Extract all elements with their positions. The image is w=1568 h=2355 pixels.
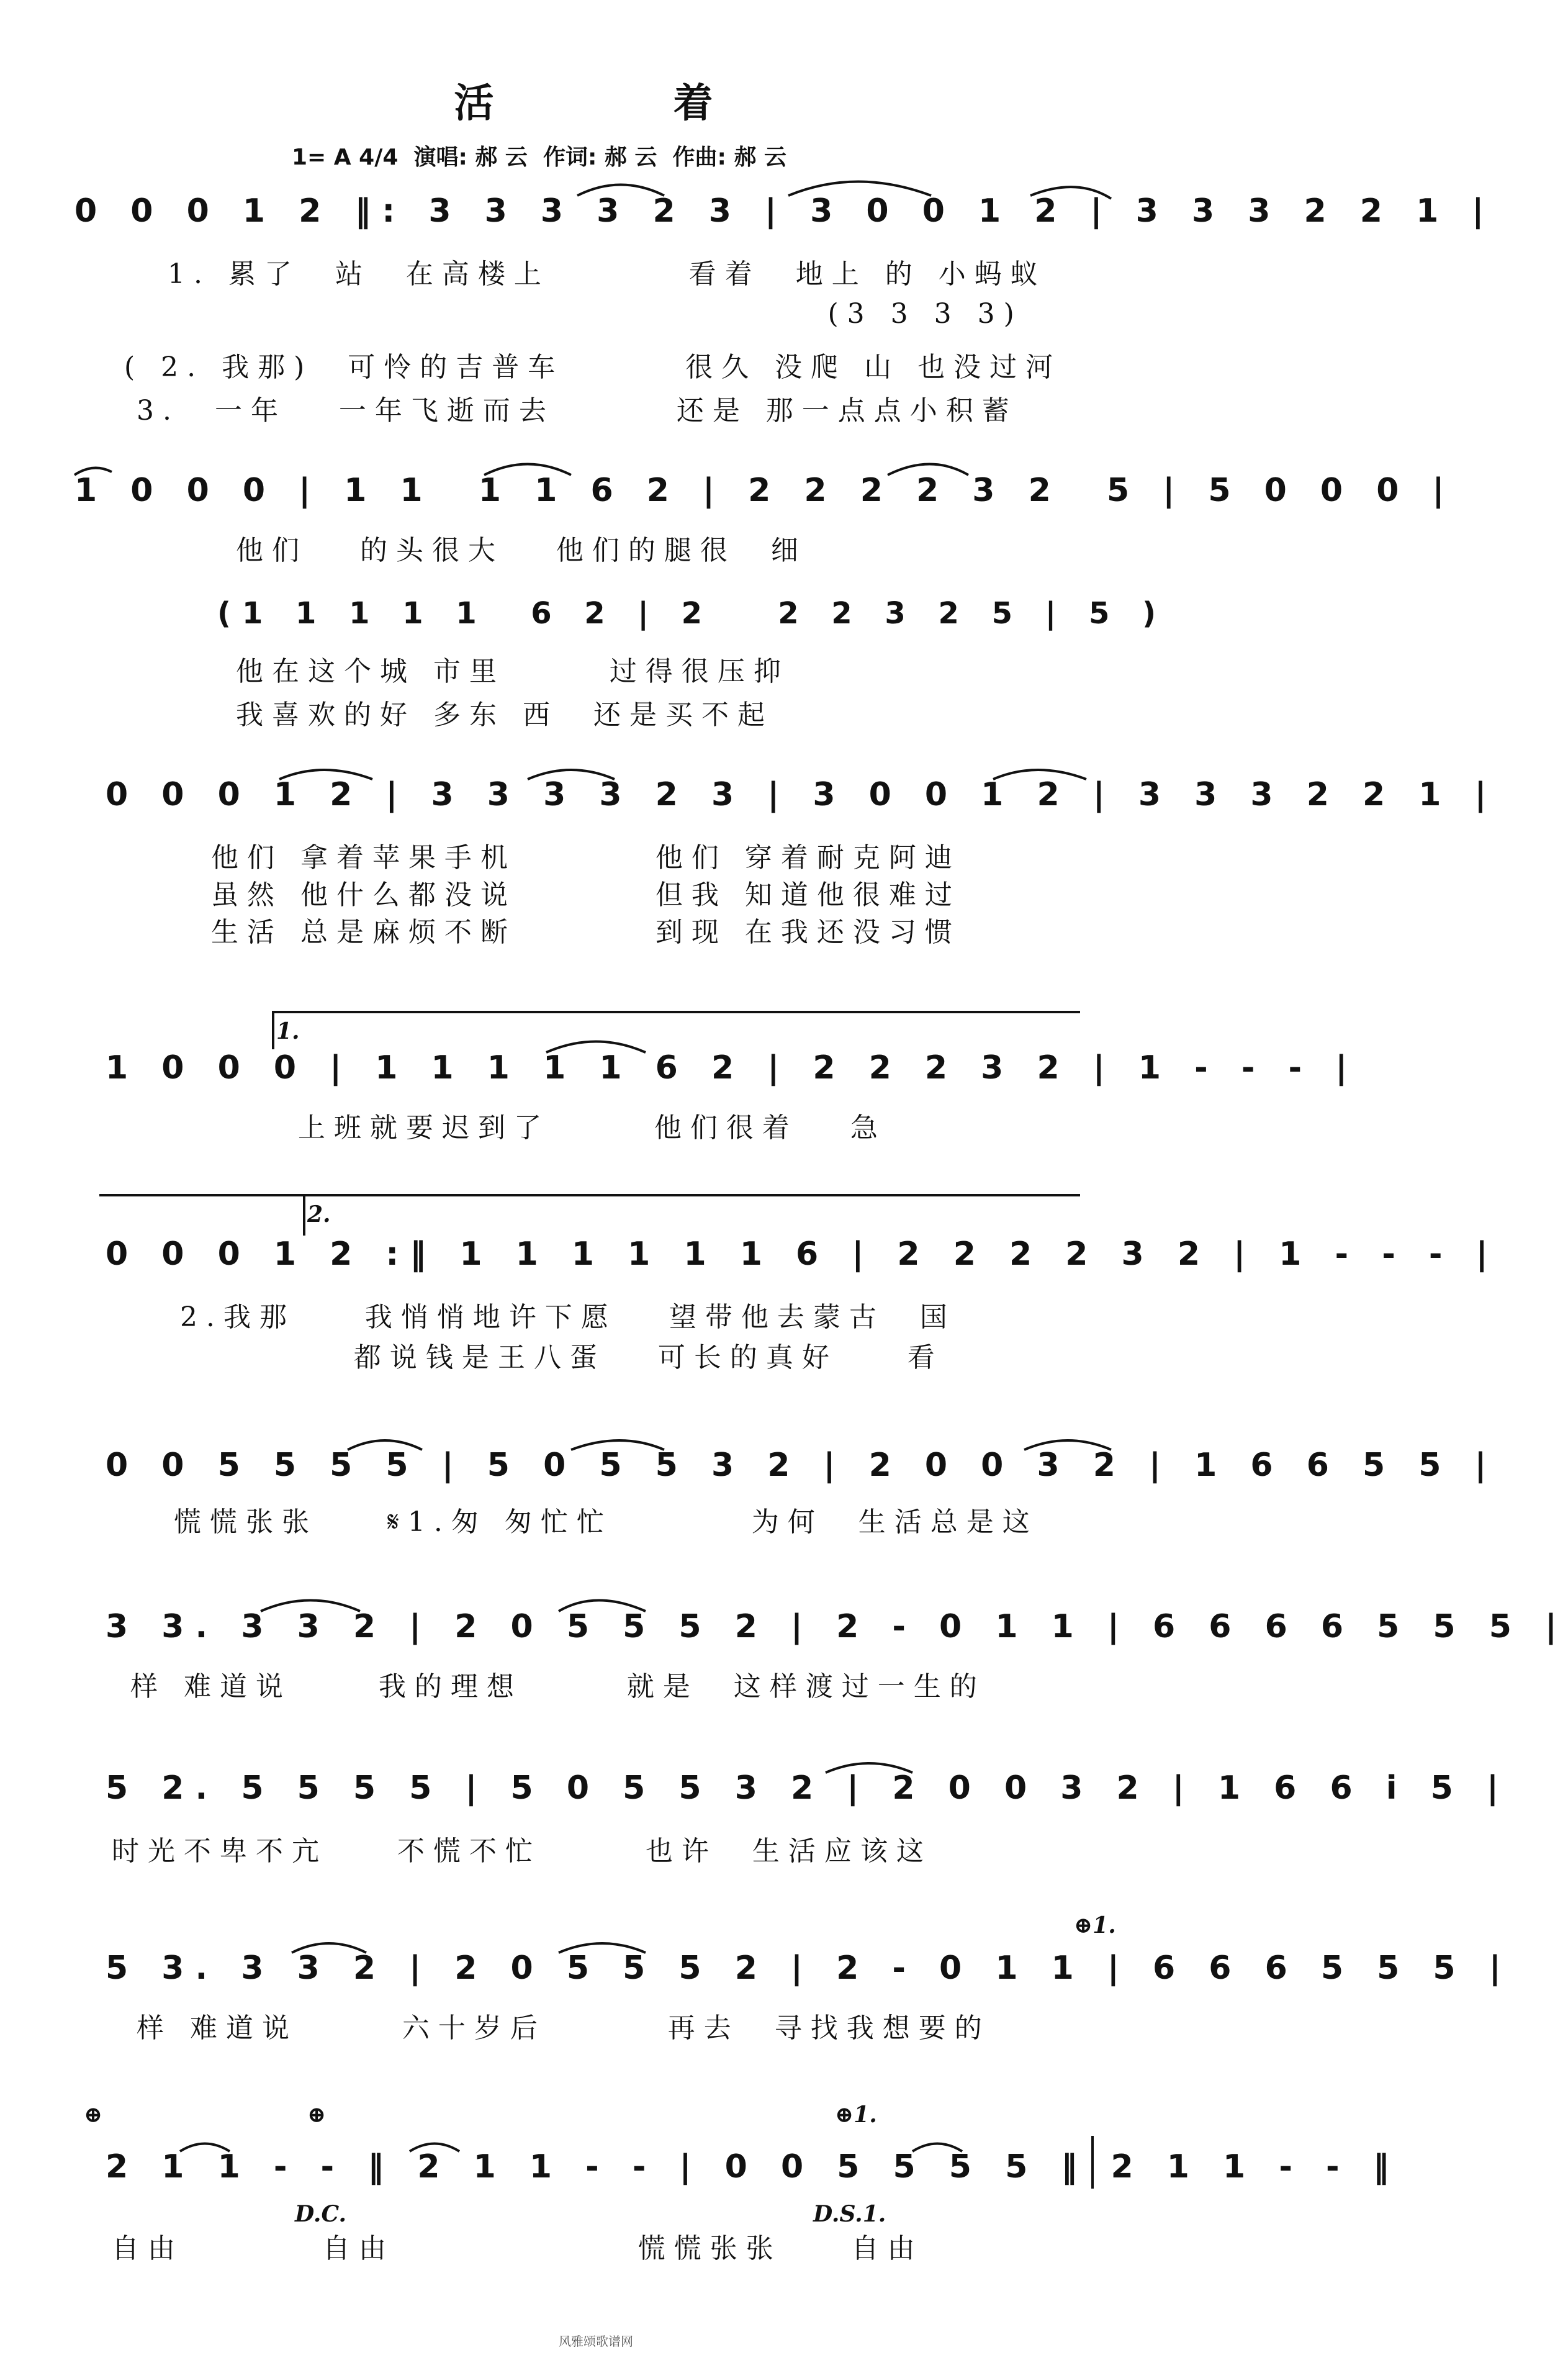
tie-10	[546, 1042, 646, 1053]
lyric-row-3-line-2: 虽然 他什么都没说 但我 知道他很难过	[211, 879, 961, 911]
notation-row-9: 5 3. 3 3 2 | 2 0 5 5 5 2 | 2 - 0 1 1 | 6 6 6 5 5 5 |	[106, 1950, 1512, 1987]
notation-row-3: 0 0 0 1 2 | 3 3 3 3 2 3 | 3 0 0 1 2 | 3 3 3 2 2 1 |	[106, 776, 1498, 813]
notation-row-4: 1 0 0 0 | 1 1 1 1 1 6 2 | 2 2 2 3 2 | 1 - - - |	[106, 1049, 1359, 1087]
volta-2-label: 2.	[307, 1201, 331, 1227]
lyric-row-1-line-4: 3. 一年 一年飞逝而去 还是 那一点点小积蓄	[137, 395, 1018, 427]
tie-19	[180, 2144, 230, 2152]
lyric-row-6-line-1: 慌慌张张 𝄋1.匆 匆忙忙 为何 生活总是这	[174, 1506, 1039, 1538]
lyric-row-2-line-4: 我喜欢的好 多东 西 还是买不起	[236, 699, 773, 731]
tie-1	[577, 185, 664, 196]
song-credits: 1= A 4/4 演唱: 郝 云 作词: 郝 云 作曲: 郝 云	[292, 145, 786, 170]
tie-9	[993, 770, 1086, 779]
tie-11	[348, 1440, 422, 1450]
lyric-row-8-line-1: 时光不卑不亢 不慌不忙 也许 生活应该这	[112, 1835, 932, 1867]
notation-row-6: 0 0 5 5 5 5 | 5 0 5 5 3 2 | 2 0 0 3 2 | 1 6 6 5 5 |	[106, 1447, 1498, 1484]
tie-2	[788, 182, 931, 196]
lyric-row-5-line-2: 都说钱是王八蛋 可长的真好 看	[180, 1342, 944, 1373]
dc-mark: D.C.	[295, 2201, 347, 2227]
volta-1-label: 1.	[276, 1018, 300, 1044]
notation-row-10: 2 1 1 - - ‖ 2 1 1 - - | 0 0 5 5 5 5 ‖ 2 1 1 - - ‖	[106, 2148, 1400, 2185]
tie-21	[912, 2144, 962, 2152]
lyric-row-1-line-2: (3 3 3 3)	[168, 298, 1023, 330]
lyric-row-5-line-1: 2.我那 我悄悄地许下愿 望带他去蒙古 国	[180, 1301, 956, 1333]
notation-row-7: 3 3. 3 3 2 | 2 0 5 5 5 2 | 2 - 0 1 1 | 6 6 6 6 5 5 5 |	[106, 1608, 1568, 1645]
tie-13	[1024, 1440, 1111, 1450]
coda-mark-3: ⊕1.	[835, 2102, 877, 2128]
coda-mark-1: ⊕	[84, 2102, 103, 2128]
tie-15	[559, 1601, 646, 1612]
lyric-row-3-line-3: 生活 总是麻烦不断 到现 在我还没习惯	[211, 916, 961, 948]
tie-12	[571, 1440, 664, 1450]
lyric-row-2-line-1: 他们 的头很大 他们的腿很 细	[236, 535, 807, 566]
tie-6	[888, 464, 968, 476]
tie-5	[484, 464, 571, 476]
tie-14	[261, 1601, 360, 1612]
lyric-row-2-line-2: (1 1 1 1 1 6 2 | 2 2 2 3 2 5 | 5 )	[217, 596, 1168, 631]
tie-20	[410, 2144, 459, 2152]
volta-2-bracket	[304, 1195, 1080, 1236]
notation-row-1: 0 0 0 1 2 ‖: 3 3 3 3 2 3 | 3 0 0 1 2 | 3 3 3 2 2 1 |	[74, 192, 1495, 230]
song-title: 活 着	[454, 80, 738, 127]
tie-18	[559, 1943, 646, 1953]
lyric-row-3-line-1: 他们 拿着苹果手机 他们 穿着耐克阿迪	[211, 842, 961, 874]
notation-row-5: 0 0 0 1 2 :‖ 1 1 1 1 1 1 6 | 2 2 2 2 3 2 | 1 - - - |	[106, 1236, 1499, 1273]
tie-8	[528, 770, 615, 779]
lyric-row-2-line-3: 他在这个城 市里 过得很压抑	[236, 656, 790, 687]
dsi-mark: D.S.1.	[813, 2201, 886, 2227]
tie-7	[279, 770, 372, 779]
tie-3	[1030, 187, 1111, 199]
tie-16	[826, 1763, 912, 1773]
coda-to-mark: ⊕1.	[1074, 1912, 1116, 1938]
tie-4	[74, 468, 112, 475]
lyric-row-9-line-1: 样 难道说 六十岁后 再去 寻找我想要的	[137, 2012, 991, 2044]
site-footer: 风雅颂歌谱网	[559, 2334, 633, 2349]
lyric-row-1-line-1: 1. 累了 站 在高楼上 看着 地上 的 小蚂蚁	[168, 258, 1047, 290]
volta-1-bracket	[273, 1012, 1080, 1049]
lyric-row-1-line-3: ( 2. 我那) 可怜的吉普车 很久 没爬 山 也没过河	[124, 351, 1062, 383]
lyric-row-4-line-1: 上班就要迟到了 他们很着 急	[298, 1112, 886, 1144]
notation-row-8: 5 2. 5 5 5 5 | 5 0 5 5 3 2 | 2 0 0 3 2 | 1 6 6 i 5 |	[106, 1770, 1510, 1807]
tie-17	[292, 1943, 366, 1953]
lyric-row-7-line-1: 样 难道说 我的理想 就是 这样渡过一生的	[130, 1671, 986, 1702]
lyric-row-10-line-1: 自由 自由 慌慌张张 自由	[112, 2233, 924, 2264]
notation-row-2: 1 0 0 0 | 1 1 1 1 6 2 | 2 2 2 2 3 2 5 | 5 0 0 0 |	[74, 472, 1456, 509]
coda-mark-2: ⊕	[307, 2102, 327, 2128]
